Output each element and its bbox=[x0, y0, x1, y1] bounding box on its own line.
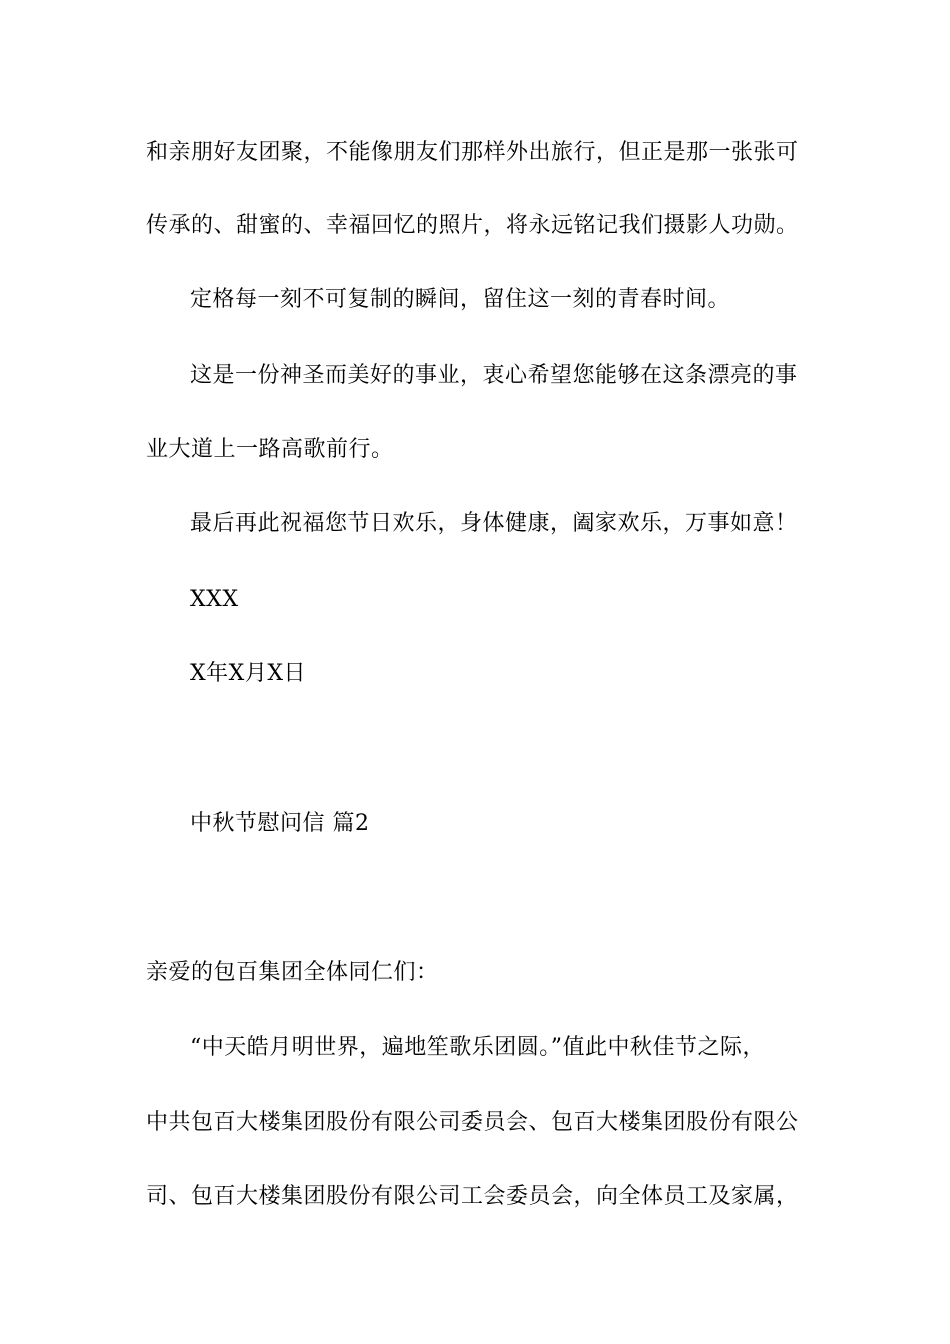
paragraph-line: 这是一份神圣而美好的事业，衷心希望您能够在这条漂亮的事 bbox=[190, 363, 798, 388]
salutation: 亲爱的包百集团全体同仁们： bbox=[146, 960, 439, 985]
body-text-line: 和亲朋好友团聚，不能像朋友们那样外出旅行，但正是那一张张可 bbox=[146, 140, 799, 165]
body-text-line: 中共包百大楼集团股份有限公司委员会、包百大楼集团股份有限公 bbox=[146, 1110, 799, 1135]
date-line: X年X月X日 bbox=[190, 661, 306, 686]
body-text-line: 传承的、甜蜜的、幸福回忆的照片，将永远铭记我们摄影人功勋。 bbox=[146, 213, 799, 238]
body-text-line: 司、包百大楼集团股份有限公司工会委员会，向全体员工及家属， bbox=[146, 1184, 799, 1209]
paragraph-line: 定格每一刻不可复制的瞬间，留住这一刻的青春时间。 bbox=[190, 287, 731, 312]
signature: XXX bbox=[190, 587, 239, 612]
section-heading: 中秋节慰问信 篇2 bbox=[190, 811, 370, 836]
closing-wishes: 最后再此祝福您节日欢乐，身体健康，阖家欢乐，万事如意！ bbox=[190, 511, 798, 536]
paragraph-line: “中天皓月明世界，遍地笙歌乐团圆。”值此中秋佳节之际， bbox=[190, 1035, 765, 1060]
body-text-line: 业大道上一路高歌前行。 bbox=[146, 437, 394, 462]
